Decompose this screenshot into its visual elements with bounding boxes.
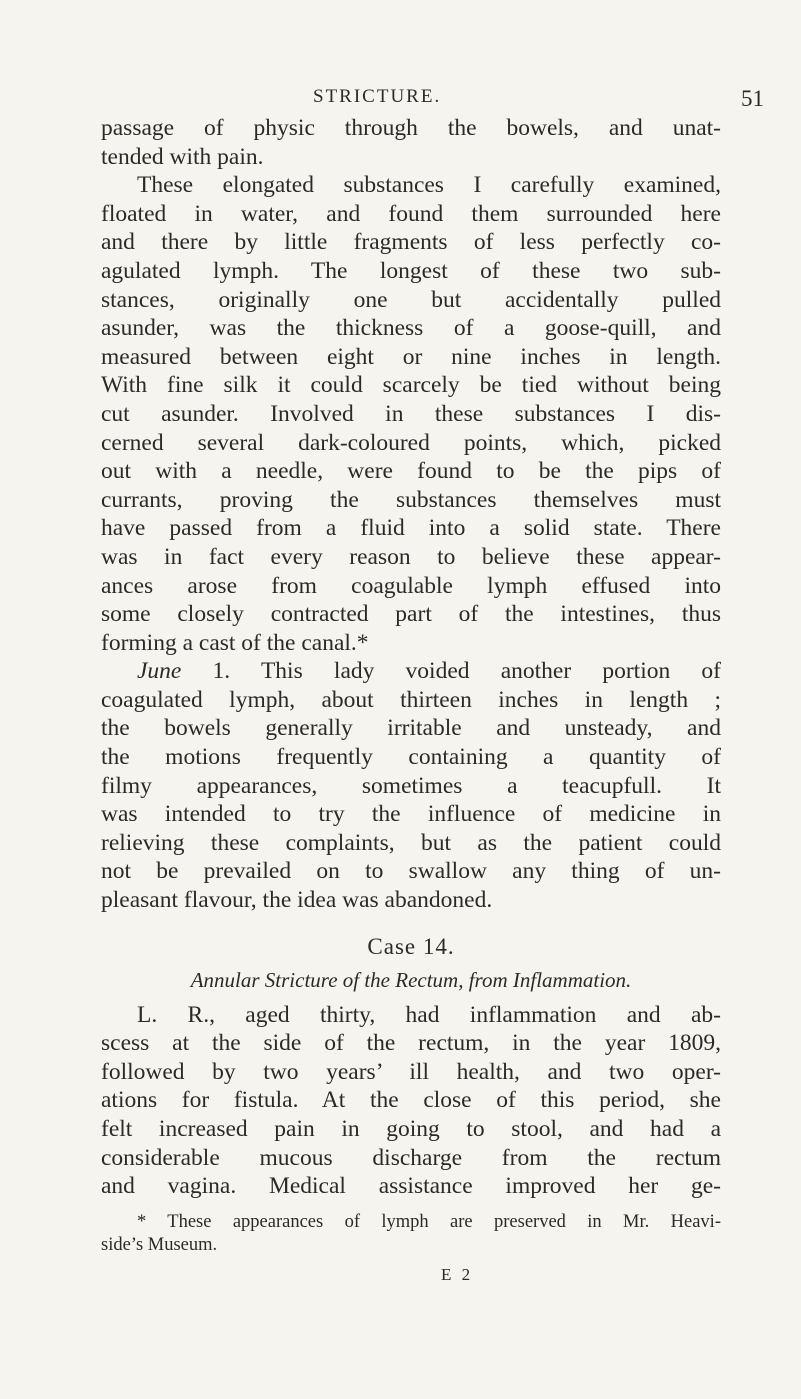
text-line: passage of physic through the bowels, and unat- [101, 115, 721, 141]
signature-mark: E 2 [441, 1264, 474, 1284]
text-line: felt increased pain in going to stool, and had a [101, 1116, 721, 1142]
text-line: forming a cast of the canal.* [101, 629, 369, 656]
text-line: and vagina. Medical assistance improved her ge- [101, 1173, 721, 1200]
text-line: considerable mucous discharge from the rectum [101, 1144, 721, 1171]
entry-text: 1. This lady voided another portion of [181, 658, 721, 685]
text-line: tended with pain. [101, 143, 264, 170]
text-line: cut asunder. Involved in these substances I dis- [101, 400, 721, 427]
page-number: 51 [741, 86, 764, 111]
case-subtitle: Annular Stricture of the Rectum, from Inflammation. [190, 967, 632, 992]
paragraph-2 [101, 171, 721, 657]
text-line: the motions frequently containing a quantity of [101, 744, 721, 771]
text-line: cerned several dark-coloured points, which, picked [101, 429, 721, 456]
text-line: and there by little fragments of less perfectly co- [101, 229, 721, 256]
text-line: filmy appearances, sometimes a teacupfull. It [101, 772, 721, 799]
text-line: ances arose from coagulable lymph effused into [101, 572, 721, 599]
text-line: ations for fistula. At the close of this period, she [101, 1087, 721, 1114]
text-line: was in fact every reason to believe these appear- [101, 543, 721, 570]
text-line: scess at the side of the rectum, in the year 1809, [101, 1030, 721, 1057]
text-line: coagulated lymph, about thirteen inches in length ; [101, 686, 721, 713]
text-line: These elongated substances I carefully examined, [137, 172, 721, 199]
text-line: measured between eight or nine inches in length. [101, 343, 721, 370]
text-line: the bowels generally irritable and unsteady, and [101, 715, 721, 742]
footnote-line: side’s Museum. [101, 1234, 218, 1255]
text-line: agulated lymph. The longest of these two sub- [101, 257, 721, 284]
entry-date: June [137, 658, 182, 685]
footnote [101, 1211, 721, 1257]
text-line: not be prevailed on to swallow any thing of un- [101, 858, 721, 885]
case-heading: Case 14. [367, 933, 455, 959]
text-line: pleasant flavour, the idea was abandoned. [101, 887, 493, 914]
text-line: was intended to try the influence of medicine in [101, 801, 721, 828]
text-line: currants, proving the substances themselves must [101, 486, 721, 513]
paragraph-3 [101, 657, 721, 914]
text-line: asunder, was the thickness of a goose-quill, and [101, 315, 721, 342]
footnote-line: * These appearances of lymph are preserved in Mr. Heavi- [137, 1211, 721, 1232]
text-line: relieving these complaints, but as the patient could [101, 829, 721, 856]
text-line: have passed from a fluid into a solid state. There [101, 515, 721, 542]
running-head-title: STRICTURE. [313, 86, 442, 107]
running-head [0, 86, 801, 116]
text-line: floated in water, and found them surrounded here [101, 200, 721, 227]
text-line: L. R., aged thirty, had inflammation and ab- [137, 1001, 721, 1028]
text-line: out with a needle, were found to be the pips of [101, 458, 721, 485]
text-line: some closely contracted part of the intestines, thus [101, 601, 721, 628]
body-text [101, 114, 721, 1288]
text-line: followed by two years’ ill health, and two oper- [101, 1058, 721, 1085]
text-line: With fine silk it could scarcely be tied without being [101, 372, 721, 399]
paragraph-4 [101, 1001, 721, 1201]
text-line [101, 657, 721, 686]
paragraph-1 [101, 114, 721, 171]
text-line: stances, originally one but accidentally pulled [101, 286, 721, 313]
